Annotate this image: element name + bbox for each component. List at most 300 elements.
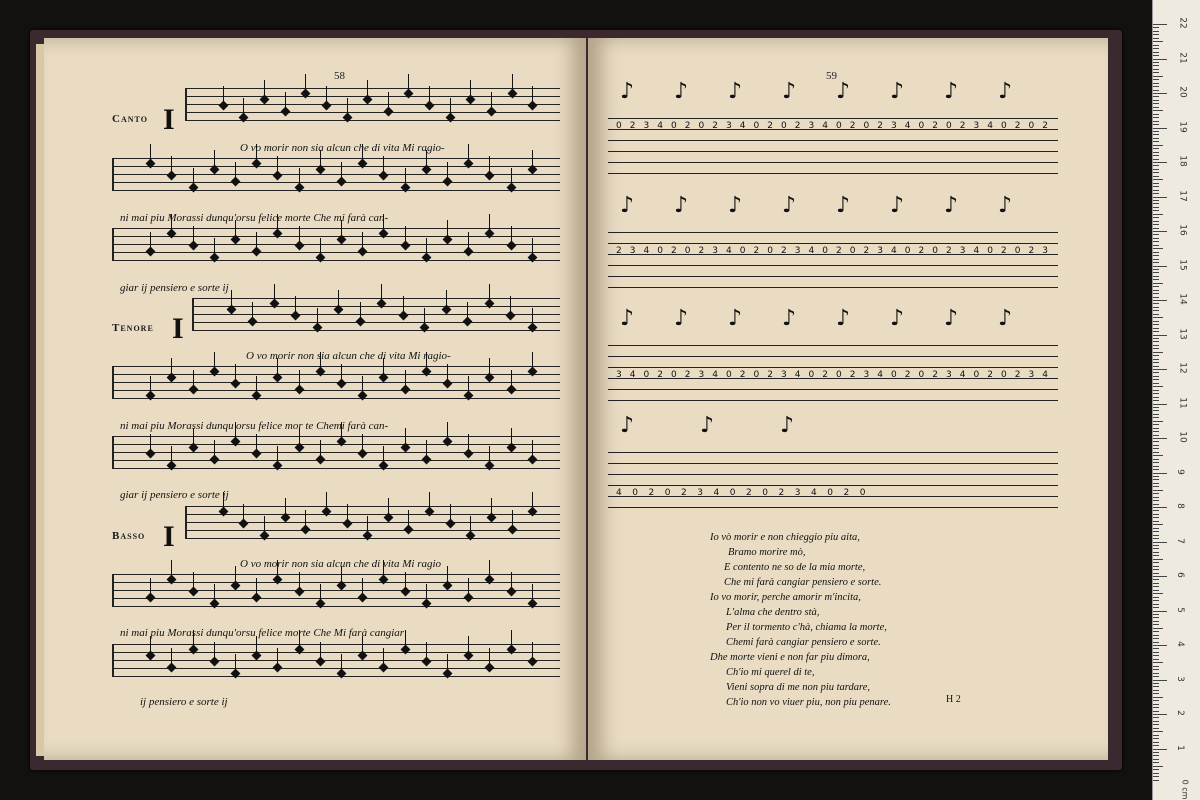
note-stem (295, 296, 296, 314)
poem-line: Per il tormento c'hà, chiama la morte, (726, 622, 887, 633)
tab-figure: 0 (827, 488, 833, 498)
ruler-minor-tick (1153, 766, 1163, 767)
ruler-minor-tick (1153, 283, 1163, 284)
tab-line (608, 140, 1058, 141)
staff (112, 228, 560, 262)
tab-figure: 2 (629, 121, 636, 131)
tab-figure: 2 (746, 488, 752, 498)
ruler-minor-tick (1153, 303, 1159, 304)
ruler-minor-tick (1153, 183, 1159, 184)
tab-figure: 2 (932, 121, 938, 131)
note-stem (447, 162, 448, 180)
tab-figure: 0 (891, 370, 897, 380)
lyric-line: O vo morir non sia alcun che di vita Mi ragio- (246, 350, 451, 362)
note-stem (426, 642, 427, 660)
ruler-minor-tick (1153, 34, 1159, 35)
note-stem (150, 144, 151, 162)
ruler-tick (1153, 404, 1167, 405)
note-stem (256, 578, 257, 596)
ruler-number: 10 (1177, 431, 1188, 443)
ruler-minor-tick (1153, 310, 1159, 311)
note-stem (274, 284, 275, 302)
ruler-minor-tick (1153, 362, 1159, 363)
ruler-minor-tick (1153, 31, 1159, 32)
tab-figure: 4 (712, 370, 718, 380)
ruler-minor-tick (1153, 138, 1159, 139)
ruler-minor-tick (1153, 414, 1159, 415)
ruler-minor-tick (1153, 397, 1159, 398)
ruler-minor-tick (1153, 27, 1159, 28)
tab-line (608, 389, 1058, 390)
staff-line (112, 676, 560, 677)
ruler-minor-tick (1153, 469, 1159, 470)
ruler-minor-tick (1153, 376, 1159, 377)
ruler-minor-tick (1153, 90, 1159, 91)
tab-figure: 3 (808, 121, 815, 131)
poem-line: E contento ne so de la mia morte, (724, 562, 866, 573)
note-stem (405, 168, 406, 186)
note-stem (426, 238, 427, 256)
ruler-minor-tick (1153, 207, 1159, 208)
tab-figure: 2 (753, 246, 760, 256)
ruler-minor-tick (1153, 141, 1159, 142)
ruler-minor-tick (1153, 114, 1159, 115)
tab-figure: 0 (1001, 370, 1007, 380)
ruler-minor-tick (1153, 297, 1159, 298)
ruler-minor-tick (1153, 455, 1163, 456)
staff (112, 366, 560, 400)
staff (192, 298, 560, 332)
ruler-minor-tick (1153, 479, 1159, 480)
tab-figure: 0 (767, 246, 773, 256)
ruler-minor-tick (1153, 569, 1159, 570)
ruler-minor-tick (1153, 293, 1159, 294)
ruler-minor-tick (1153, 345, 1159, 346)
staff-line (185, 530, 560, 531)
note-stem (532, 440, 533, 458)
staff-line (192, 322, 560, 323)
ruler-minor-tick (1153, 683, 1159, 684)
note-stem (447, 422, 448, 440)
tab-figure: 0 (698, 121, 705, 131)
staff-line (112, 260, 560, 261)
tab-figure: 3 (712, 246, 718, 256)
poem-line: Dhe morte vieni e non far piu dimora, (710, 652, 870, 663)
tab-figure: 2 (767, 121, 773, 131)
ruler-number: 14 (1177, 293, 1188, 305)
note-stem (214, 352, 215, 370)
note-stem (383, 446, 384, 464)
staff-line (112, 252, 560, 253)
ruler-minor-tick (1153, 662, 1163, 663)
ruler-tick (1153, 24, 1167, 25)
ruler-minor-tick (1153, 307, 1159, 308)
staff (112, 644, 560, 678)
barline (112, 228, 114, 261)
barline (112, 158, 114, 191)
ruler-minor-tick (1153, 586, 1159, 587)
tab-figure: 0 (822, 246, 828, 256)
barline (112, 366, 114, 399)
ruler-number: 13 (1177, 327, 1188, 340)
staff-line (192, 330, 560, 331)
tab-figure: 2 (932, 370, 938, 380)
tablature-system (608, 452, 1058, 508)
note-stem (277, 446, 278, 464)
ruler-minor-tick (1153, 41, 1163, 42)
tab-line (608, 356, 1058, 357)
tab-figure: 3 (891, 121, 897, 131)
ruler-minor-tick (1153, 559, 1163, 560)
ruler-number: 12 (1177, 362, 1188, 374)
note-stem (320, 642, 321, 660)
ruler-minor-tick (1153, 590, 1159, 591)
staff-line (112, 190, 560, 191)
ruler-minor-tick (1153, 352, 1163, 353)
ruler-minor-tick (1153, 45, 1159, 46)
tab-figure: 0 (657, 246, 663, 256)
tab-figure: 0 (632, 488, 638, 498)
tab-figure: 2 (648, 488, 655, 498)
staff-line (112, 166, 560, 167)
note-stem (468, 434, 469, 452)
note-stem (388, 92, 389, 110)
rhythm-flag: ♪ (998, 79, 1013, 104)
ruler-tick (1153, 59, 1167, 60)
ruler-minor-tick (1153, 448, 1159, 449)
ruler-number: 16 (1177, 224, 1188, 236)
ruler-minor-tick (1153, 545, 1159, 546)
tab-figure: 4 (616, 488, 622, 498)
tab-figure: 3 (643, 121, 650, 131)
note-stem (511, 428, 512, 446)
tab-figure: 2 (781, 246, 787, 256)
tab-figure: 4 (811, 488, 817, 498)
ruler-minor-tick (1153, 224, 1159, 225)
tab-line (608, 507, 1058, 508)
ruler-minor-tick (1153, 745, 1159, 746)
note-stem (285, 92, 286, 110)
ruler-minor-tick (1153, 459, 1159, 460)
note-stem (489, 648, 490, 666)
rhythm-flag: ♪ (620, 413, 635, 438)
poem-line: Ch'io mi querel di te, (726, 667, 815, 678)
note-stem (193, 226, 194, 244)
ruler-minor-tick (1153, 328, 1159, 329)
note-stem (150, 376, 151, 394)
ruler-minor-tick (1153, 238, 1159, 239)
note-stem (214, 440, 215, 458)
tab-figure: 2 (671, 246, 677, 256)
note-stem (341, 364, 342, 382)
ruler-tick (1153, 438, 1167, 439)
note-stem (512, 74, 513, 92)
note-stem (150, 232, 151, 250)
ruler-tick (1153, 369, 1167, 370)
ruler-minor-tick (1153, 535, 1159, 536)
ruler-minor-tick (1153, 234, 1159, 235)
staff-line (112, 244, 560, 245)
tab-figure: 2 (918, 246, 925, 256)
ruler-minor-tick (1153, 742, 1159, 743)
note-stem (341, 162, 342, 180)
tab-line (608, 118, 1058, 119)
note-stem (235, 162, 236, 180)
ruler-minor-tick (1153, 317, 1163, 318)
ruler-minor-tick (1153, 493, 1159, 494)
tab-figure: 0 (726, 370, 732, 380)
ruler-minor-tick (1153, 614, 1159, 615)
tab-figure: 0 (762, 488, 768, 498)
note-stem (532, 238, 533, 256)
ruler-minor-tick (1153, 338, 1159, 339)
ruler-minor-tick (1153, 96, 1159, 97)
note-stem (532, 308, 533, 326)
ruler-minor-tick (1153, 483, 1159, 484)
tab-figure: 0 (781, 121, 787, 131)
ruler-minor-tick (1153, 203, 1159, 204)
note-stem (171, 446, 172, 464)
ruler-minor-tick (1153, 62, 1159, 63)
note-stem (235, 566, 236, 584)
staff-line (112, 374, 560, 375)
ruler-minor-tick (1153, 648, 1159, 649)
ruler-minor-tick (1153, 186, 1159, 187)
tab-line (608, 400, 1058, 401)
staff-line (112, 660, 560, 661)
ruler-minor-tick (1153, 552, 1159, 553)
ruler-tick (1153, 197, 1167, 198)
ruler-minor-tick (1153, 631, 1159, 632)
lyric-line: ni mai piu Morassi dunqu'orsu felice morte Che Mi farà cangiar (120, 627, 405, 639)
ruler-minor-tick (1153, 252, 1159, 253)
tab-figure: 3 (973, 121, 980, 131)
ruler-minor-tick (1153, 762, 1159, 763)
rhythm-flag: ♪ (674, 306, 689, 331)
ruler-minor-tick (1153, 65, 1159, 66)
rhythm-flag: ♪ (620, 306, 635, 331)
ruler-number: 21 (1177, 51, 1188, 64)
note-stem (489, 284, 490, 302)
ruler-minor-tick (1153, 528, 1159, 529)
tab-figure: 4 (726, 246, 732, 256)
rhythm-flag: ♪ (728, 79, 743, 104)
ruler-minor-tick (1153, 72, 1159, 73)
note-stem (171, 648, 172, 666)
lyric-line: giar ij pensiero e sorte ij (120, 282, 229, 294)
ruler-number: 22 (1177, 17, 1188, 29)
ruler-tick (1153, 266, 1167, 267)
lyric-line: ni mai piu Morassi dunqu'orsu felice mor te Chemi farà can- (120, 420, 389, 432)
ruler-minor-tick (1153, 379, 1159, 380)
ruler-minor-tick (1153, 210, 1159, 211)
ruler-minor-tick (1153, 341, 1159, 342)
note-stem (532, 584, 533, 602)
poem-line: Che mi farà cangiar pensiero e sorte. (724, 577, 882, 588)
ruler-minor-tick (1153, 731, 1163, 732)
rhythm-flag: ♪ (836, 193, 851, 218)
tab-figure: 3 (946, 370, 952, 380)
tab-figure: 3 (794, 246, 801, 256)
tab-figure: 4 (657, 121, 663, 131)
ruler-minor-tick (1153, 773, 1159, 774)
note-stem (347, 98, 348, 116)
tab-figure: 0 (616, 121, 622, 131)
ruler-minor-tick (1153, 165, 1159, 166)
ruler-minor-tick (1153, 652, 1159, 653)
tab-figure: 3 (616, 370, 622, 380)
tab-figure: 2 (959, 121, 966, 131)
ruler-minor-tick (1153, 38, 1159, 39)
ruler-minor-tick (1153, 228, 1159, 229)
tab-line (608, 265, 1058, 266)
ruler-minor-tick (1153, 693, 1159, 694)
tab-figure: 2 (794, 121, 801, 131)
ruler-minor-tick (1153, 655, 1159, 656)
ruler-minor-tick (1153, 500, 1159, 501)
note-stem (511, 630, 512, 648)
ruler-number: 17 (1177, 189, 1188, 202)
tab-figure: 0 (753, 370, 760, 380)
tablature-system (608, 345, 1058, 401)
ruler-number: 4 (1174, 641, 1185, 647)
note-stem (446, 290, 447, 308)
note-stem (470, 516, 471, 534)
note-stem (468, 636, 469, 654)
note-stem (235, 364, 236, 382)
note-stem (299, 168, 300, 186)
tab-figure: 2 (1001, 246, 1007, 256)
note-stem (150, 434, 151, 452)
note-stem (405, 572, 406, 590)
tab-figure: 4 (959, 370, 966, 380)
staff-line (112, 468, 560, 469)
note-stem (256, 434, 257, 452)
ruler-minor-tick (1153, 400, 1159, 401)
staff-line (112, 598, 560, 599)
rhythm-flag: ♪ (782, 306, 797, 331)
tab-figure: 4 (877, 370, 883, 380)
staff-line (185, 96, 560, 97)
lyric-line: ij pensiero e sorte ij (140, 696, 228, 708)
ruler-minor-tick (1153, 642, 1159, 643)
note-stem (512, 510, 513, 528)
tab-figure: 0 (1028, 121, 1035, 131)
ruler-minor-tick (1153, 393, 1159, 394)
ruler-minor-tick (1153, 676, 1159, 677)
tab-figure: 3 (1042, 246, 1048, 256)
staff (185, 506, 560, 540)
tab-figure: 3 (877, 246, 883, 256)
ruler-minor-tick (1153, 52, 1159, 53)
ruler-minor-tick (1153, 245, 1159, 246)
note-stem (243, 98, 244, 116)
tab-figure: 3 (629, 246, 636, 256)
ruler-number: 5 (1174, 606, 1185, 613)
note-stem (326, 492, 327, 510)
ruler-number: 20 (1177, 86, 1188, 98)
rhythm-flag: ♪ (728, 193, 743, 218)
lyric-line: ni mai piu Morassi dunqu'orsu felice morte Che mi farà can- (120, 212, 389, 224)
staff-line (112, 574, 560, 575)
ruler-minor-tick (1153, 617, 1159, 618)
ruler-number: 18 (1177, 155, 1188, 167)
note-stem (299, 370, 300, 388)
ruler-minor-tick (1153, 724, 1159, 725)
tab-figure: 0 (808, 370, 815, 380)
tab-figure: 3 (794, 488, 801, 498)
ruler-minor-tick (1153, 48, 1159, 49)
ruler-minor-tick (1153, 286, 1159, 287)
staff-line (185, 104, 560, 105)
note-stem (193, 572, 194, 590)
note-stem (408, 510, 409, 528)
tab-figure: 2 (1014, 370, 1021, 380)
tab-figure: 2 (778, 488, 785, 498)
tab-figure: 2 (684, 121, 691, 131)
note-stem (256, 232, 257, 250)
ruler-minor-tick (1153, 628, 1163, 629)
tab-figure: 2 (684, 370, 691, 380)
poem-line: Ch'io non vo viuer piu, non piu penare. (726, 697, 891, 708)
barline (112, 644, 114, 677)
lyric-line: giar ij pensiero e sorte ij (120, 489, 229, 501)
ruler-minor-tick (1153, 410, 1159, 411)
ruler-number: 3 (1174, 675, 1185, 682)
note-stem (214, 642, 215, 660)
tab-figure: 4 (643, 246, 650, 256)
ruler-tick (1153, 611, 1167, 612)
note-stem (347, 504, 348, 522)
note-stem (338, 290, 339, 308)
tab-figure: 0 (729, 488, 736, 498)
ruler-minor-tick (1153, 193, 1159, 194)
tab-line (608, 496, 1058, 497)
ruler-minor-tick (1153, 214, 1163, 215)
rhythm-flag: ♪ (890, 79, 905, 104)
ruler-minor-tick (1153, 276, 1159, 277)
ruler-minor-tick (1153, 776, 1159, 777)
ruler-minor-tick (1153, 521, 1159, 522)
tab-figure: 0 (918, 370, 925, 380)
ruler-minor-tick (1153, 497, 1159, 498)
part-label-tenore: Tenore (112, 322, 154, 334)
staff-line (192, 306, 560, 307)
ruler-minor-tick (1153, 490, 1163, 491)
staff-line (112, 444, 560, 445)
ruler-minor-tick (1153, 780, 1159, 781)
ruler-minor-tick (1153, 711, 1159, 712)
ruler-minor-tick (1153, 562, 1159, 563)
note-stem (447, 220, 448, 238)
ruler-minor-tick (1153, 366, 1159, 367)
ruler-minor-tick (1153, 69, 1159, 70)
ruler-minor-tick (1153, 441, 1159, 442)
ruler-minor-tick (1153, 548, 1159, 549)
tab-figure: 0 (904, 246, 911, 256)
ruler-unit: 0 cm (1180, 779, 1190, 800)
ruler-minor-tick (1153, 538, 1159, 539)
ruler-minor-tick (1153, 445, 1159, 446)
ruler-minor-tick (1153, 124, 1159, 125)
tab-figure: 2 (616, 246, 622, 256)
tab-figure: 3 (697, 488, 703, 498)
ruler-number: 9 (1174, 468, 1185, 475)
tab-figure: 2 (681, 488, 687, 498)
note-stem (532, 492, 533, 510)
ruler-minor-tick (1153, 452, 1159, 453)
tab-figure: 0 (684, 246, 691, 256)
